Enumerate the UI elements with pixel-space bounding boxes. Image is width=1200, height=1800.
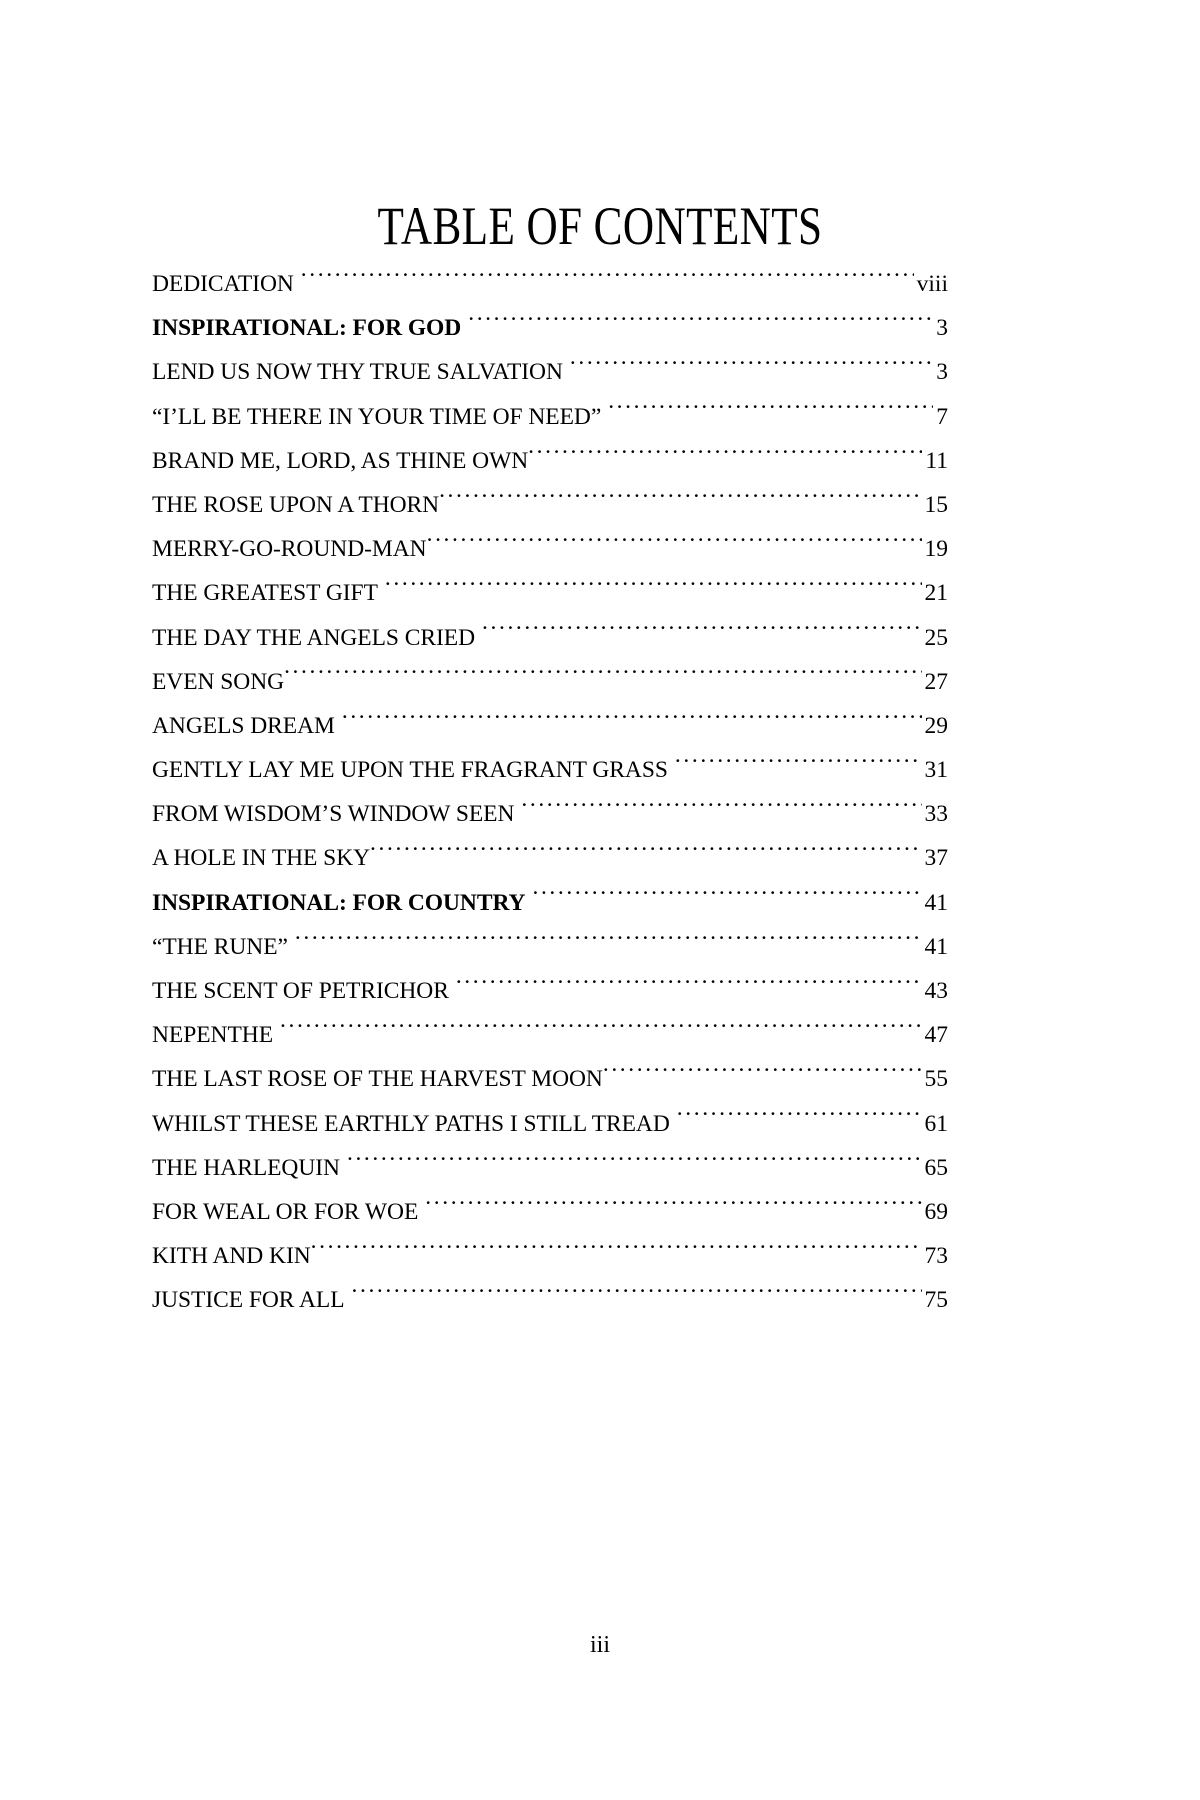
toc-page-number: 61 (924, 1110, 948, 1137)
toc-page-number: 15 (924, 491, 948, 518)
toc-page-number: 27 (924, 668, 948, 695)
toc-dot-leader (370, 842, 921, 866)
toc-dot-leader (352, 1284, 922, 1308)
toc-entry-title: A HOLE IN THE SKY (152, 845, 371, 872)
toc-entry-title: “I’LL BE THERE IN YOUR TIME OF NEED” (152, 403, 602, 430)
toc-dot-leader (284, 665, 921, 689)
toc-dot-leader (570, 356, 933, 380)
toc-dot-leader (603, 1063, 922, 1087)
toc-entry-title: “THE RUNE” (152, 933, 288, 960)
toc-page-number: 25 (924, 624, 948, 651)
toc-section-row[interactable] (152, 881, 948, 925)
toc-dot-leader (456, 975, 922, 999)
toc-entry-row[interactable] (152, 262, 948, 306)
toc-entry-title: WHILST THESE EARTHLY PATHS I STILL TREAD (152, 1110, 670, 1137)
toc-dot-leader (439, 488, 921, 512)
page-folio: iii (589, 1632, 610, 1658)
toc-entry-row[interactable] (152, 748, 948, 792)
toc-entry-title: DEDICATION (152, 271, 294, 297)
toc-dot-leader (532, 886, 921, 910)
toc-entry-title: LEND US NOW THY TRUE SALVATION (152, 359, 563, 386)
toc-page-number: 21 (924, 580, 948, 607)
toc-entry-row[interactable] (152, 1278, 948, 1322)
toc-entry-row[interactable] (152, 1013, 948, 1057)
toc-entry-title: INSPIRATIONAL: FOR COUNTRY (152, 889, 526, 916)
toc-page-number: 37 (924, 845, 948, 872)
toc-dot-leader (295, 930, 922, 954)
toc-entry-title: THE ROSE UPON A THORN (152, 491, 440, 518)
toc-dot-leader (468, 312, 933, 336)
page-title: TABLE OF CONTENTS (377, 196, 823, 257)
toc-entry-row[interactable] (152, 1146, 948, 1190)
toc-entry-row[interactable] (152, 1057, 948, 1101)
toc-page-number: 33 (924, 801, 948, 828)
toc-entry-row[interactable] (152, 483, 948, 527)
toc-page-number: 47 (924, 1022, 948, 1049)
toc-entry-title: GENTLY LAY ME UPON THE FRAGRANT GRASS (152, 757, 668, 784)
toc-dot-leader (425, 1195, 921, 1219)
toc-entry-title: FROM WISDOM’S WINDOW SEEN (152, 801, 515, 828)
toc-page-number: 75 (924, 1287, 948, 1314)
toc-entry-row[interactable] (152, 1234, 948, 1278)
toc-page-number: 29 (924, 712, 948, 739)
toc-entry-row[interactable] (152, 969, 948, 1013)
toc-page-number: 41 (924, 933, 948, 960)
toc-entry-row[interactable] (152, 527, 948, 571)
toc-dot-leader (311, 1240, 922, 1264)
toc-entry-title: THE LAST ROSE OF THE HARVEST MOON (152, 1066, 603, 1093)
toc-section-row[interactable] (152, 306, 948, 350)
toc-page-number: 55 (924, 1066, 948, 1093)
toc-page-number: 31 (924, 757, 948, 784)
toc-dot-leader (482, 621, 921, 645)
toc-page-number: viii (916, 271, 948, 297)
toc-entry-list (152, 262, 948, 1323)
toc-dot-leader (347, 1151, 922, 1175)
toc-entry-row[interactable] (152, 704, 948, 748)
toc-dot-leader (608, 400, 933, 424)
toc-dot-leader (342, 709, 922, 733)
toc-entry-title: EVEN SONG (152, 668, 285, 695)
toc-page-number: 43 (924, 978, 948, 1004)
toc-page-number: 69 (924, 1198, 948, 1225)
toc-entry-title: THE DAY THE ANGELS CRIED (152, 624, 476, 651)
toc-entry-title: KITH AND KIN (152, 1243, 311, 1270)
toc-entry-title: THE GREATEST GIFT (152, 580, 378, 607)
toc-entry-row[interactable] (152, 660, 948, 704)
toc-entry-row[interactable] (152, 1102, 948, 1146)
toc-entry-row[interactable] (152, 439, 948, 483)
toc-entry-row[interactable] (152, 1190, 948, 1234)
toc-page-number: 41 (924, 889, 948, 916)
toc-page-number: 7 (936, 403, 948, 430)
toc-page-number: 3 (936, 315, 948, 342)
toc-entry-title: JUSTICE FOR ALL (152, 1287, 345, 1314)
toc-page-number: 73 (924, 1243, 948, 1270)
toc-dot-leader (677, 1107, 922, 1131)
toc-entry-row[interactable] (152, 395, 948, 439)
toc-dot-leader (427, 533, 922, 557)
toc-dot-leader (521, 798, 921, 822)
toc-entry-row[interactable] (152, 836, 948, 880)
toc-dot-leader (301, 268, 914, 292)
toc-entry-row[interactable] (152, 925, 948, 969)
toc-entry-title: FOR WEAL OR FOR WOE (152, 1198, 419, 1225)
toc-entry-title: MERRY-GO-ROUND-MAN (152, 536, 427, 563)
toc-page-number: 19 (924, 536, 948, 563)
toc-entry-title: INSPIRATIONAL: FOR GOD (152, 315, 462, 342)
toc-entry-title: THE SCENT OF PETRICHOR (152, 978, 449, 1004)
toc-page-number: 11 (925, 447, 948, 474)
toc-entry-title: THE HARLEQUIN (152, 1154, 340, 1181)
toc-dot-leader (528, 444, 922, 468)
toc-entry-row[interactable] (152, 792, 948, 836)
toc-entry-title: ANGELS DREAM (152, 712, 335, 739)
toc-dot-leader (385, 577, 922, 601)
toc-page-number: 65 (924, 1154, 948, 1181)
toc-entry-title: BRAND ME, LORD, AS THINE OWN (152, 447, 529, 474)
toc-entry-row[interactable] (152, 350, 948, 394)
toc-entry-title: NEPENTHE (152, 1022, 274, 1049)
toc-entry-row[interactable] (152, 616, 948, 660)
toc-dot-leader (280, 1019, 921, 1043)
toc-page-number: 3 (936, 359, 948, 386)
toc-entry-row[interactable] (152, 571, 948, 615)
toc-dot-leader (675, 754, 922, 778)
